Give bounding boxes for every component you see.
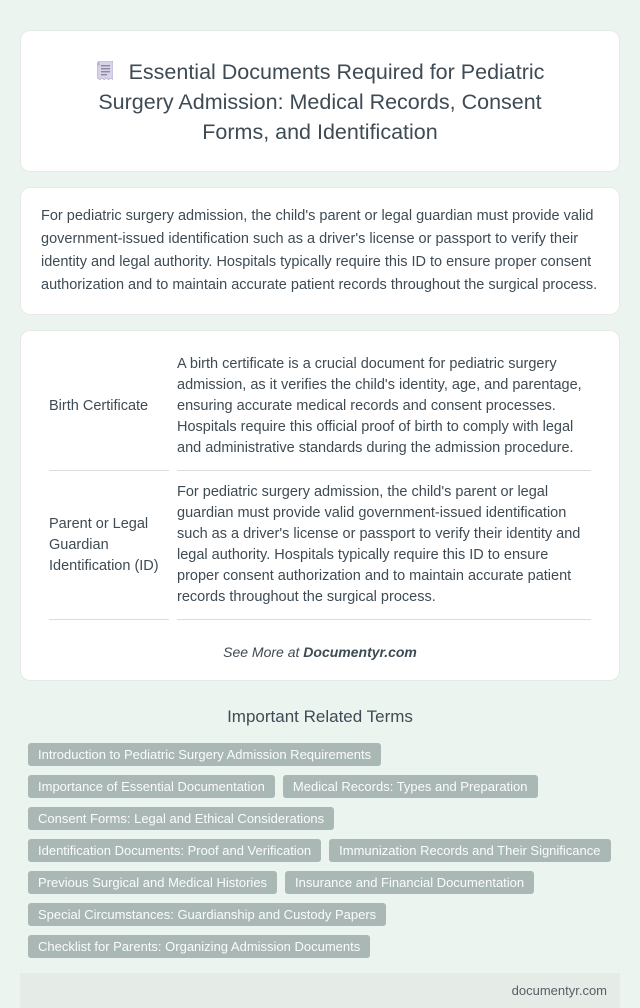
page-title-text: Essential Documents Required for Pediatric Surgery Admission: Medical Records, Consent Forms, and Identification bbox=[98, 60, 545, 144]
see-more bbox=[41, 644, 599, 660]
term-cell: Birth Certificate bbox=[49, 343, 169, 471]
title-card bbox=[20, 30, 620, 172]
table-row bbox=[49, 343, 591, 471]
related-term-tag[interactable]: Previous Surgical and Medical Histories bbox=[28, 871, 277, 894]
related-term-tag[interactable]: Introduction to Pediatric Surgery Admission Requirements bbox=[28, 743, 381, 766]
footer-site-text: documentyr.com bbox=[511, 983, 607, 998]
related-terms-heading: Important Related Terms bbox=[227, 707, 413, 726]
documents-card bbox=[20, 330, 620, 681]
related-term-tag[interactable]: Importance of Essential Documentation bbox=[28, 775, 275, 798]
related-term-tag[interactable]: Immunization Records and Their Significance bbox=[329, 839, 610, 862]
footer-bar bbox=[20, 973, 620, 1008]
documents-table bbox=[41, 343, 599, 620]
related-term-tag[interactable]: Special Circumstances: Guardianship and Custody Papers bbox=[28, 903, 386, 926]
related-terms-list bbox=[28, 743, 620, 967]
table-row bbox=[49, 471, 591, 620]
related-term-tag[interactable]: Insurance and Financial Documentation bbox=[285, 871, 534, 894]
related-term-tag[interactable]: Medical Records: Types and Preparation bbox=[283, 775, 538, 798]
related-term-tag[interactable]: Identification Documents: Proof and Verification bbox=[28, 839, 321, 862]
description-cell: A birth certificate is a crucial document for pediatric surgery admission, as it verifies the child's identity, age, and parentage, ensuring accurate medical records and consent processes. Hospitals require this official proof of birth to comply with legal and administrative standards during the admission procedure. bbox=[177, 343, 591, 471]
term-cell: Parent or Legal Guardian Identification (ID) bbox=[49, 471, 169, 620]
page-title bbox=[64, 57, 576, 147]
intro-card bbox=[20, 187, 620, 315]
receipt-icon bbox=[96, 59, 113, 79]
description-cell: For pediatric surgery admission, the child's parent or legal guardian must provide valid government-issued identification such as a driver's license or passport to verify their identity and legal authority. Hospitals typically require this ID to ensure proper consent authorization and to maintain accurate patient records throughout the surgical process. bbox=[177, 471, 591, 620]
see-more-prefix: See More at bbox=[223, 644, 304, 660]
see-more-link[interactable]: Documentyr.com bbox=[303, 644, 417, 660]
related-term-tag[interactable]: Consent Forms: Legal and Ethical Considerations bbox=[28, 807, 334, 830]
related-term-tag[interactable]: Checklist for Parents: Organizing Admission Documents bbox=[28, 935, 370, 958]
intro-text: For pediatric surgery admission, the child's parent or legal guardian must provide valid government-issued identification such as a driver's license or passport to verify their identity and legal authority. Hospitals typically require this ID to ensure proper consent authorization and to maintain accurate patient records throughout the surgical process. bbox=[41, 208, 598, 293]
